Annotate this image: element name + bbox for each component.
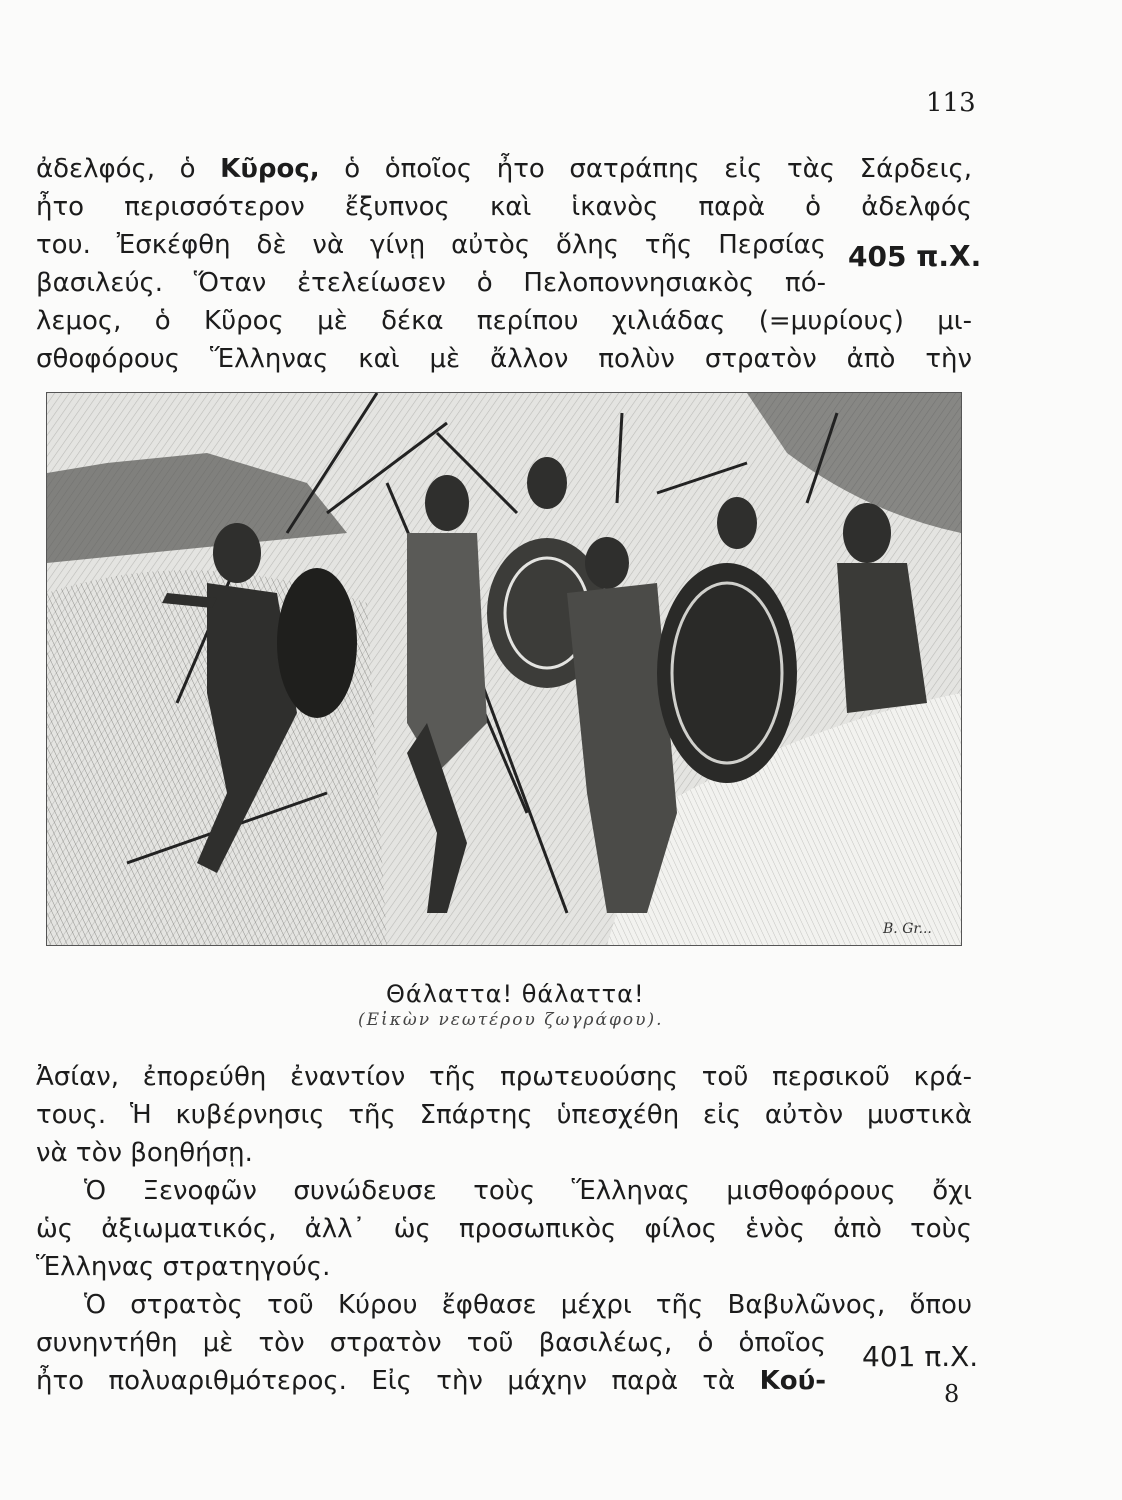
text-line: ἀδελφός, ὁ Κῦρος, ὁ ὁποῖος ἦτο σατράπης εἰς τὰς Σάρδεις, — [36, 154, 972, 184]
text-line: τους. Ἡ κυβέρνησις τῆς Σπάρτης ὑπεσχέθη εἰς αὐτὸν μυστικὰ — [36, 1100, 972, 1130]
text-line: λεμος, ὁ Κῦρος μὲ δέκα περίπου χιλιάδας (=μυρίους) μι- — [36, 306, 972, 336]
text-line: συνηντήθη μὲ τὸν στρατὸν τοῦ βασιλέως, ὁ ὁποῖος — [36, 1328, 826, 1358]
artist-signature: B. Gr... — [883, 921, 932, 937]
illustration-drawing — [47, 393, 961, 945]
text-line: σθοφόρους Ἕλληνας καὶ μὲ ἄλλον πολὺν στρατὸν ἀπὸ τὴν — [36, 344, 972, 374]
text-line: Ἕλληνας στρατηγούς. — [36, 1252, 331, 1282]
text-line: Ὁ στρατὸς τοῦ Κύρου ἔφθασε μέχρι τῆς Βαβυλῶνος, ὅπου — [84, 1290, 972, 1320]
margin-date-401: 401 π.Χ. — [862, 1340, 979, 1373]
figure-subcaption: (Εἰκὼν νεωτέρου ζωγράφου). — [358, 1010, 664, 1030]
page-number: 113 — [926, 88, 976, 118]
text-line: νὰ τὸν βοηθήσῃ. — [36, 1138, 253, 1168]
text-line: του. Ἐσκέφθη δὲ νὰ γίνῃ αὐτὸς ὅλης τῆς Περσίας — [36, 230, 826, 260]
text-line: ὡς ἀξιωματικός, ἀλλ᾽ ὡς προσωπικὸς φίλος ἑνὸς ἀπὸ τοὺς — [36, 1214, 972, 1244]
signature-mark: 8 — [944, 1380, 960, 1408]
text-line: ἦτο περισσότερον ἔξυπνος καὶ ἱκανὸς παρὰ ὁ ἀδελφός — [36, 192, 972, 222]
text-line: Ἀσίαν, ἐπορεύθη ἐναντίον τῆς πρωτευούσης τοῦ περσικοῦ κρά- — [36, 1062, 972, 1092]
battle-illustration — [46, 392, 962, 946]
bold-name: Κού- — [759, 1366, 826, 1396]
text-line: Ὁ Ξενοφῶν συνώδευσε τοὺς Ἕλληνας μισθοφόρους ὄχι — [84, 1176, 972, 1206]
text-line: βασιλεύς. Ὅταν ἐτελείωσεν ὁ Πελοποννησιακὸς πό- — [36, 268, 826, 298]
text-line: ἦτο πολυαριθμότερος. Εἰς τὴν μάχην παρὰ τὰ Κού- — [36, 1366, 826, 1396]
bold-name: Κῦρος, — [220, 154, 320, 184]
margin-date-405: 405 π.Χ. — [848, 240, 982, 273]
figure-caption: Θάλαττα! θάλαττα! — [386, 980, 645, 1008]
